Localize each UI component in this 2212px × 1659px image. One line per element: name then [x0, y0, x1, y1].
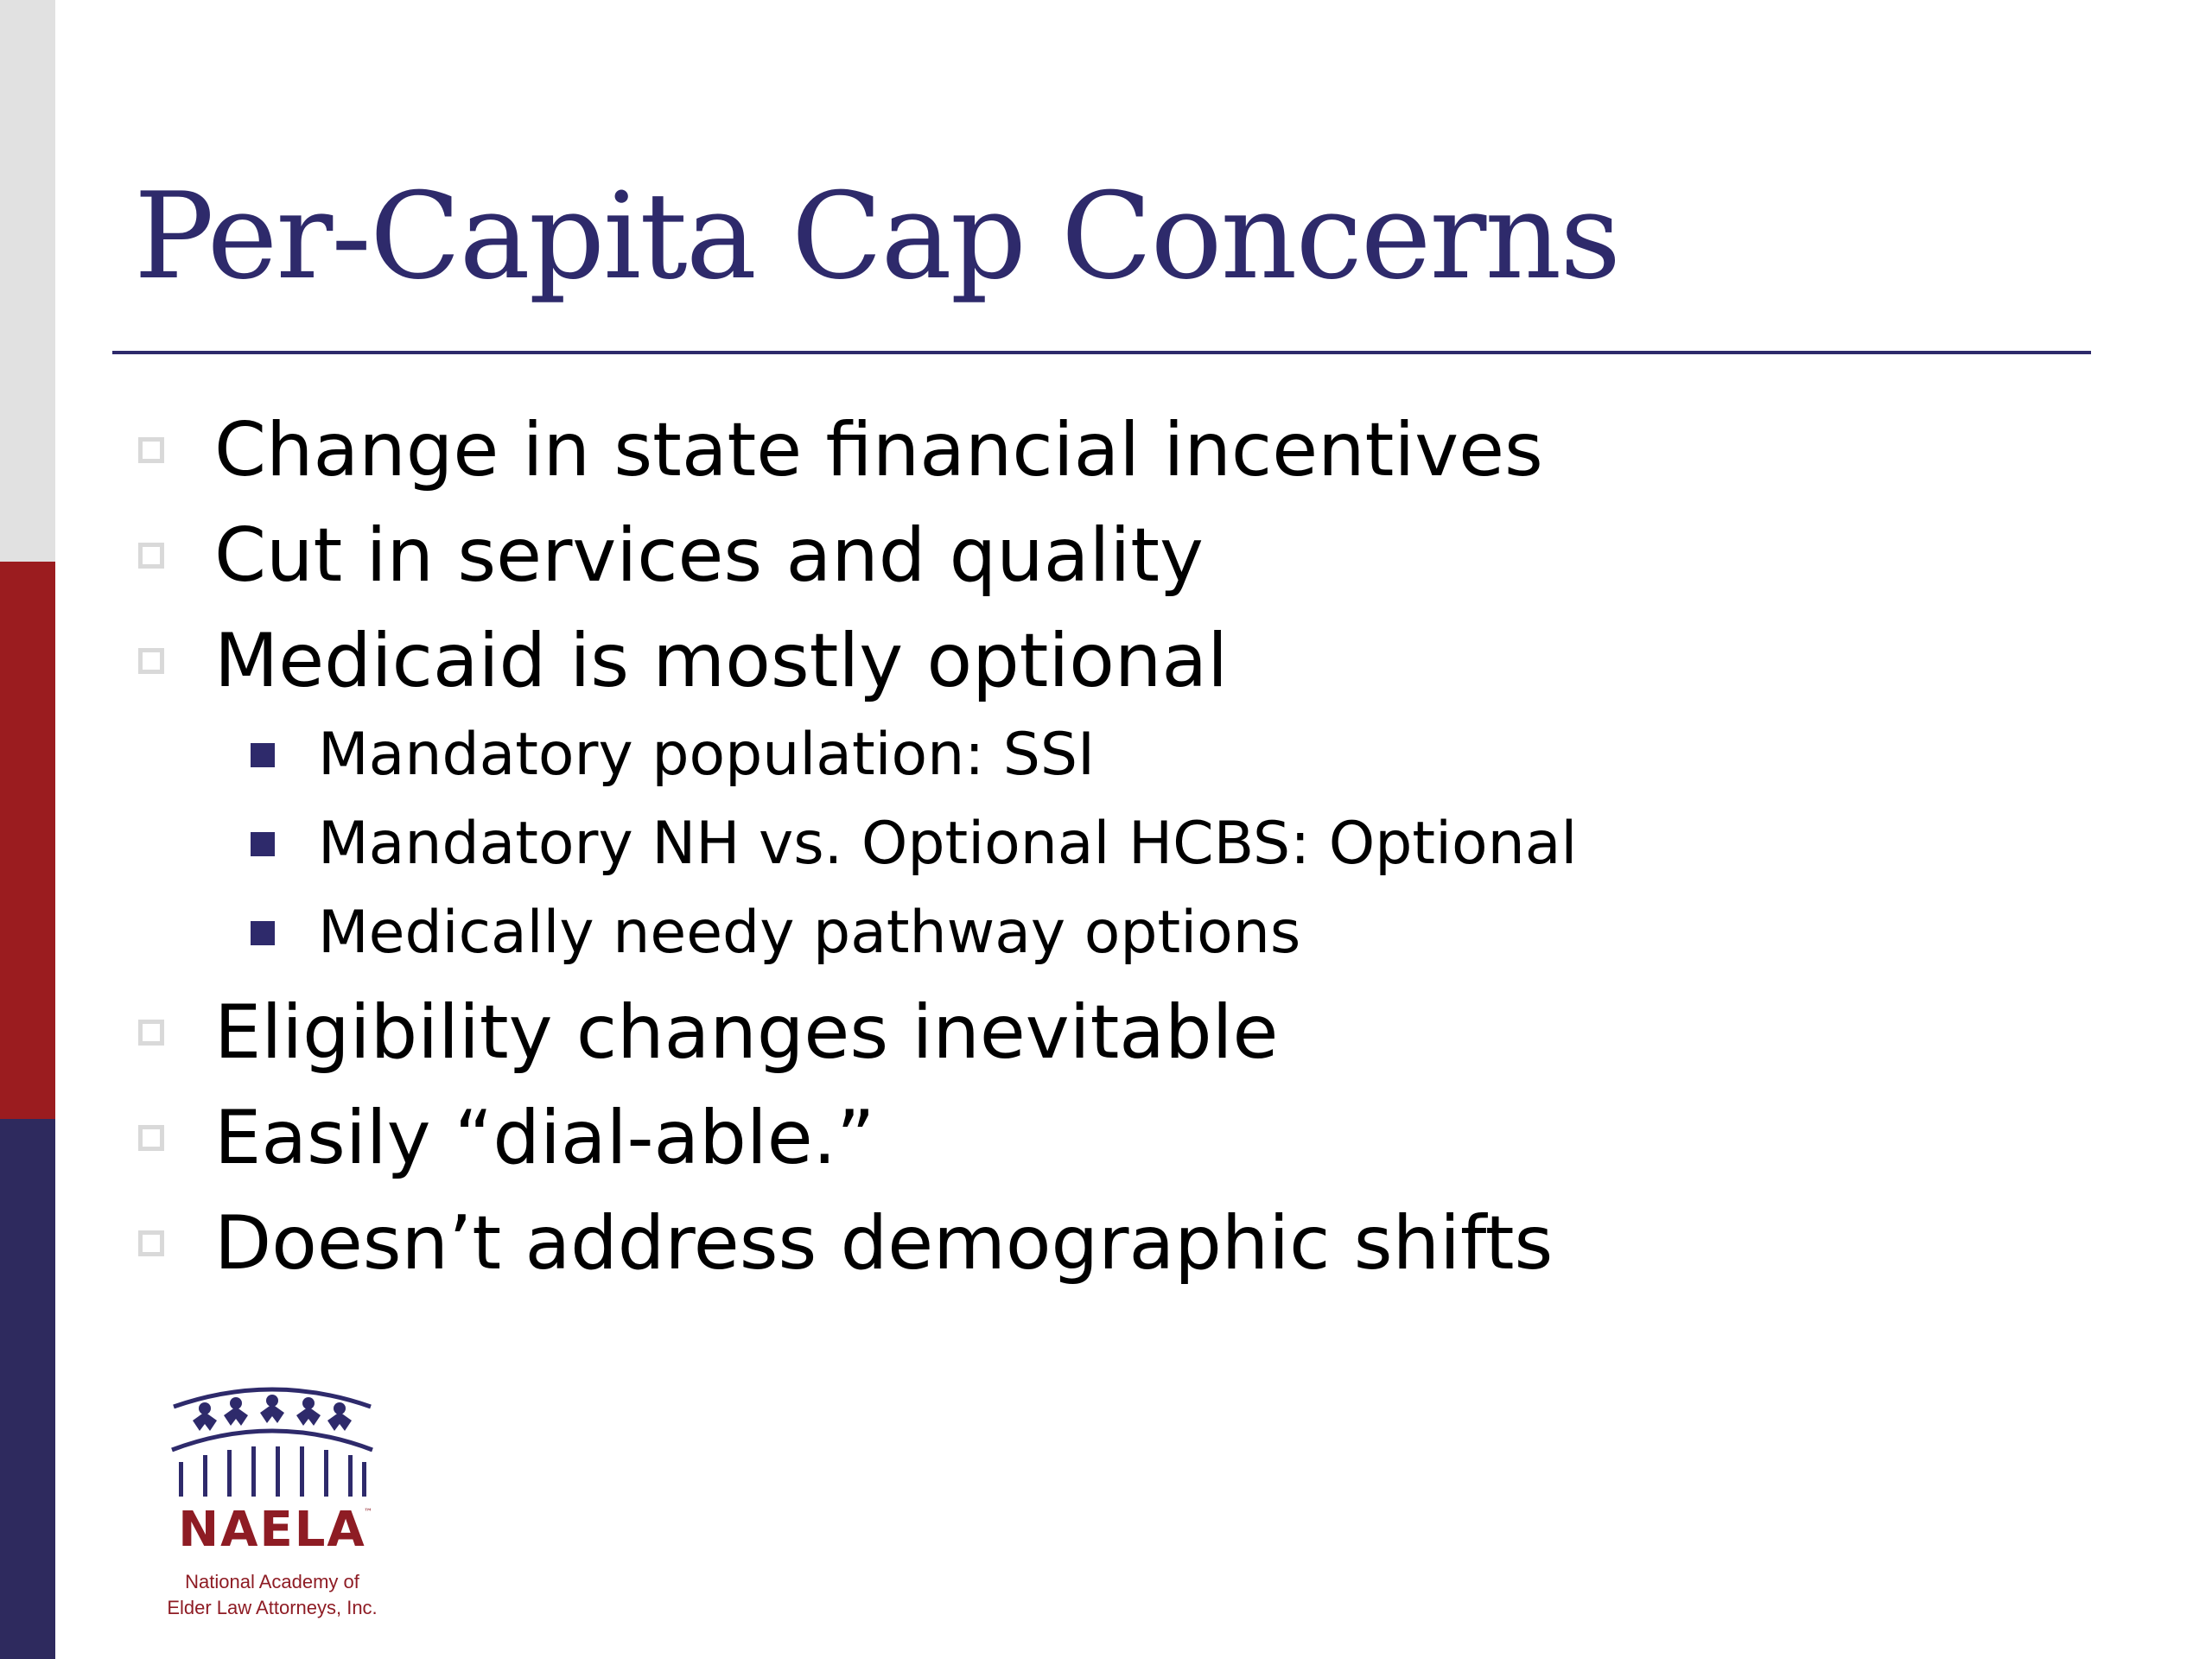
bullet-item	[138, 407, 1543, 493]
sub-bullet-item	[251, 899, 1301, 967]
bullet-item	[138, 618, 1229, 704]
bullet-text: Doesn’t address demographic shifts	[214, 1200, 1554, 1287]
hollow-square-bullet-icon	[138, 1020, 164, 1046]
naela-logo	[151, 1382, 393, 1624]
bullet-item	[138, 512, 1204, 599]
hollow-square-bullet-icon	[138, 437, 164, 463]
sidebar-stripe-gray	[0, 0, 55, 562]
slide-title: Per-Capita Cap Concerns	[134, 167, 1620, 306]
sub-bullet-text: Mandatory NH vs. Optional HCBS: Optional	[318, 810, 1578, 878]
logo-subtitle-line2: Elder Law Attorneys, Inc.	[167, 1597, 378, 1618]
sidebar-stripe-navy	[0, 1119, 55, 1659]
bullet-text: Easily “dial-able.”	[214, 1095, 875, 1181]
sub-bullet-item	[251, 721, 1096, 789]
filled-square-bullet-icon	[251, 832, 275, 856]
sub-bullet-text: Medically needy pathway options	[318, 899, 1301, 967]
filled-square-bullet-icon	[251, 743, 275, 767]
capitol-people-icon	[167, 1382, 378, 1503]
bullet-item	[138, 1095, 875, 1181]
logo-subtitle-line1: National Academy of	[185, 1571, 359, 1592]
bullet-text: Eligibility changes inevitable	[214, 989, 1279, 1076]
title-divider	[112, 351, 2091, 354]
filled-square-bullet-icon	[251, 921, 275, 945]
hollow-square-bullet-icon	[138, 1230, 164, 1256]
hollow-square-bullet-icon	[138, 543, 164, 569]
bullet-item	[138, 989, 1279, 1076]
logo-wordmark: NAELA	[178, 1502, 366, 1558]
sub-bullet-item	[251, 810, 1578, 878]
hollow-square-bullet-icon	[138, 1125, 164, 1151]
hollow-square-bullet-icon	[138, 648, 164, 674]
logo-trademark: ™	[364, 1508, 372, 1517]
bullet-text: Change in state financial incentives	[214, 407, 1543, 493]
sidebar-stripe-red	[0, 562, 55, 1119]
bullet-text: Medicaid is mostly optional	[214, 618, 1229, 704]
bullet-item	[138, 1200, 1554, 1287]
bullet-text: Cut in services and quality	[214, 512, 1204, 599]
sub-bullet-text: Mandatory population: SSI	[318, 721, 1096, 789]
